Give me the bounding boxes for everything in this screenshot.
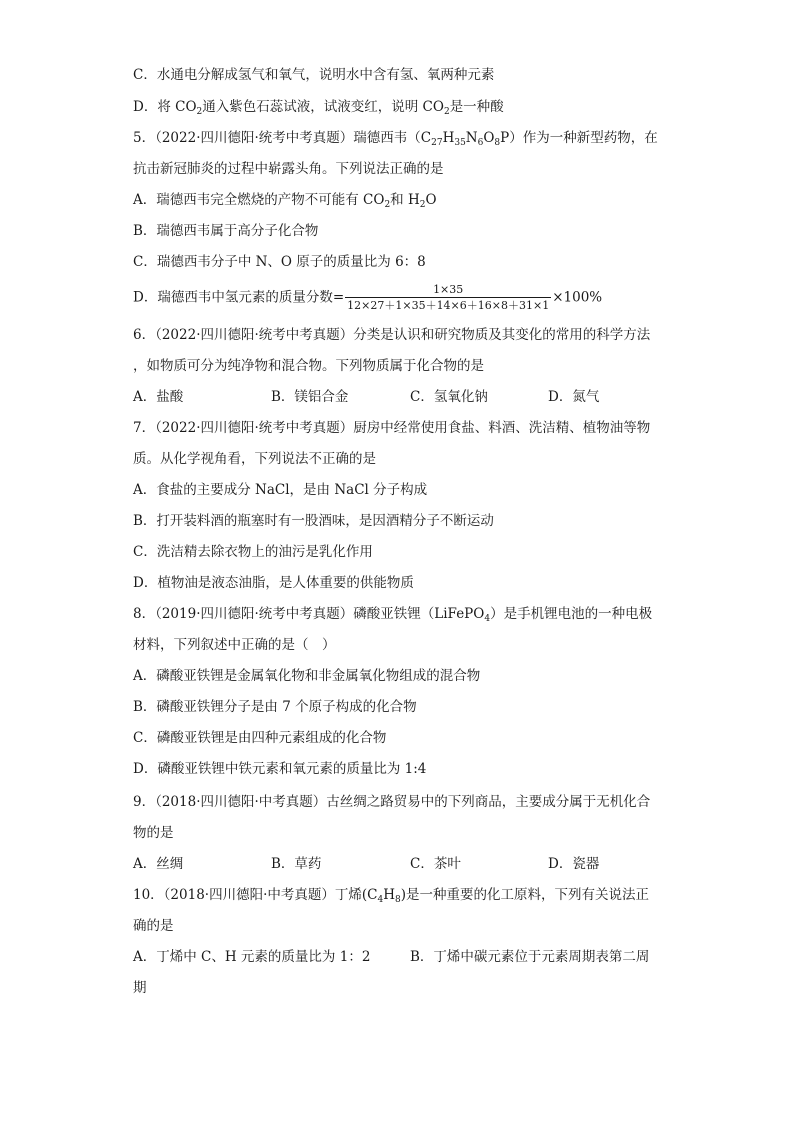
q9-option-a: A．丝绸 — [133, 856, 184, 872]
q7-option-c: C．洗洁精去除衣物上的油污是乳化作用 — [133, 544, 373, 560]
q6-option-a: A．盐酸 — [133, 389, 184, 405]
q7-option-a: A．食盐的主要成分 NaCl，是由 NaCl 分子构成 — [133, 482, 428, 498]
q8-option-b: B．磷酸亚铁锂分子是由 7 个原子构成的化合物 — [133, 699, 417, 715]
q10-stem-line2: 确的是 — [133, 918, 174, 934]
q6-option-b: B．镁铝合金 — [271, 389, 349, 405]
q7-stem-line1: 7．（2022·四川德阳·统考中考真题）厨房中经常使用食盐、料酒、洗洁精、植物油等物 — [133, 420, 651, 436]
q9-option-b: B．草药 — [271, 856, 322, 872]
q7-stem-line2: 质。从化学视角看，下列说法不正确的是 — [133, 451, 376, 467]
q8-stem-line1: 8．（2019·四川德阳·统考中考真题）磷酸亚铁锂（LiFePO$_4$）是手机锂电池的一种电极 — [133, 606, 653, 624]
q10-option-b: B．丁烯中碳元素位于元素周期表第二周 — [410, 949, 650, 965]
q9-option-d: D．瓷器 — [548, 856, 600, 872]
q10-option-b-continued: 期 — [133, 980, 147, 996]
q5-option-c: C．瑞德西韦分子中 N、O 原子的质量比为 6：8 — [133, 254, 426, 270]
q9-stem-line2: 物的是 — [133, 825, 174, 841]
q8-option-c: C．磷酸亚铁锂是由四种元素组成的化合物 — [133, 730, 387, 746]
q10-stem-line1: 10．（2018·四川德阳·中考真题）丁烯$(C_4H_8)$是一种重要的化工原料，下列有关说法正 — [133, 887, 649, 905]
q5-option-b: B．瑞德西韦属于高分子化合物 — [133, 223, 319, 239]
q5-stem-line2: 抗击新冠肺炎的过程中崭露头角。下列说法正确的是 — [133, 161, 444, 177]
q7-option-d: D．植物油是液态油脂，是人体重要的供能物质 — [133, 575, 414, 591]
q10-option-a: A．丁烯中 C、H 元素的质量比为 1：2 — [133, 949, 371, 965]
q7-option-b: B．打开装料酒的瓶塞时有一股酒味，是因酒精分子不断运动 — [133, 513, 494, 529]
q6-option-c: C．氢氧化钠 — [410, 389, 488, 405]
q8-stem-line2: 材料，下列叙述中正确的是（ ） — [133, 637, 336, 653]
q6-stem-line2: ，如物质可分为纯净物和混合物。下列物质属于化合物的是 — [133, 358, 484, 374]
q8-option-a: A．磷酸亚铁锂是金属氧化物和非金属氧化物组成的混合物 — [133, 668, 481, 684]
q5-option-a: A．瑞德西韦完全燃烧的产物不可能有 $CO_2$和 $H_2O$ — [133, 192, 437, 210]
q5-option-d: D．瑞德西韦中氢元素的质量分数= $\frac{1\times 35}{12\times 27+1\times 35+14\times 6+16\times 8+31\times 1}$ ×100% — [133, 283, 603, 312]
q8-option-d: D．磷酸亚铁锂中铁元素和氧元素的质量比为 1:4 — [133, 761, 427, 777]
q5-stem-line1: 5．（2022·四川德阳·统考中考真题）瑞德西韦$(C_{27}H_{35}N_6O_8P)$作为一种新型药物，在 — [133, 130, 658, 148]
q4-option-d: D．将 $CO_2$通入紫色石蕊试液，试液变红，说明 $CO_2$是一种酸 — [133, 99, 504, 117]
q9-option-c: C．茶叶 — [410, 856, 461, 872]
q6-option-d: D．氮气 — [548, 389, 600, 405]
mass-fraction-formula: $\frac{1\times 35}{12\times 27+1\times 35+14\times 6+16\times 8+31\times 1}$ — [347, 283, 550, 312]
q9-stem-line1: 9．（2018·四川德阳·中考真题）古丝绸之路贸易中的下列商品，主要成分属于无机化合 — [133, 794, 651, 810]
q6-stem-line1: 6．（2022·四川德阳·统考中考真题）分类是认识和研究物质及其变化的常用的科学方法 — [133, 327, 651, 343]
q4-option-c: C．水通电分解成氢气和氧气，说明水中含有氢、氧两种元素 — [133, 67, 495, 83]
